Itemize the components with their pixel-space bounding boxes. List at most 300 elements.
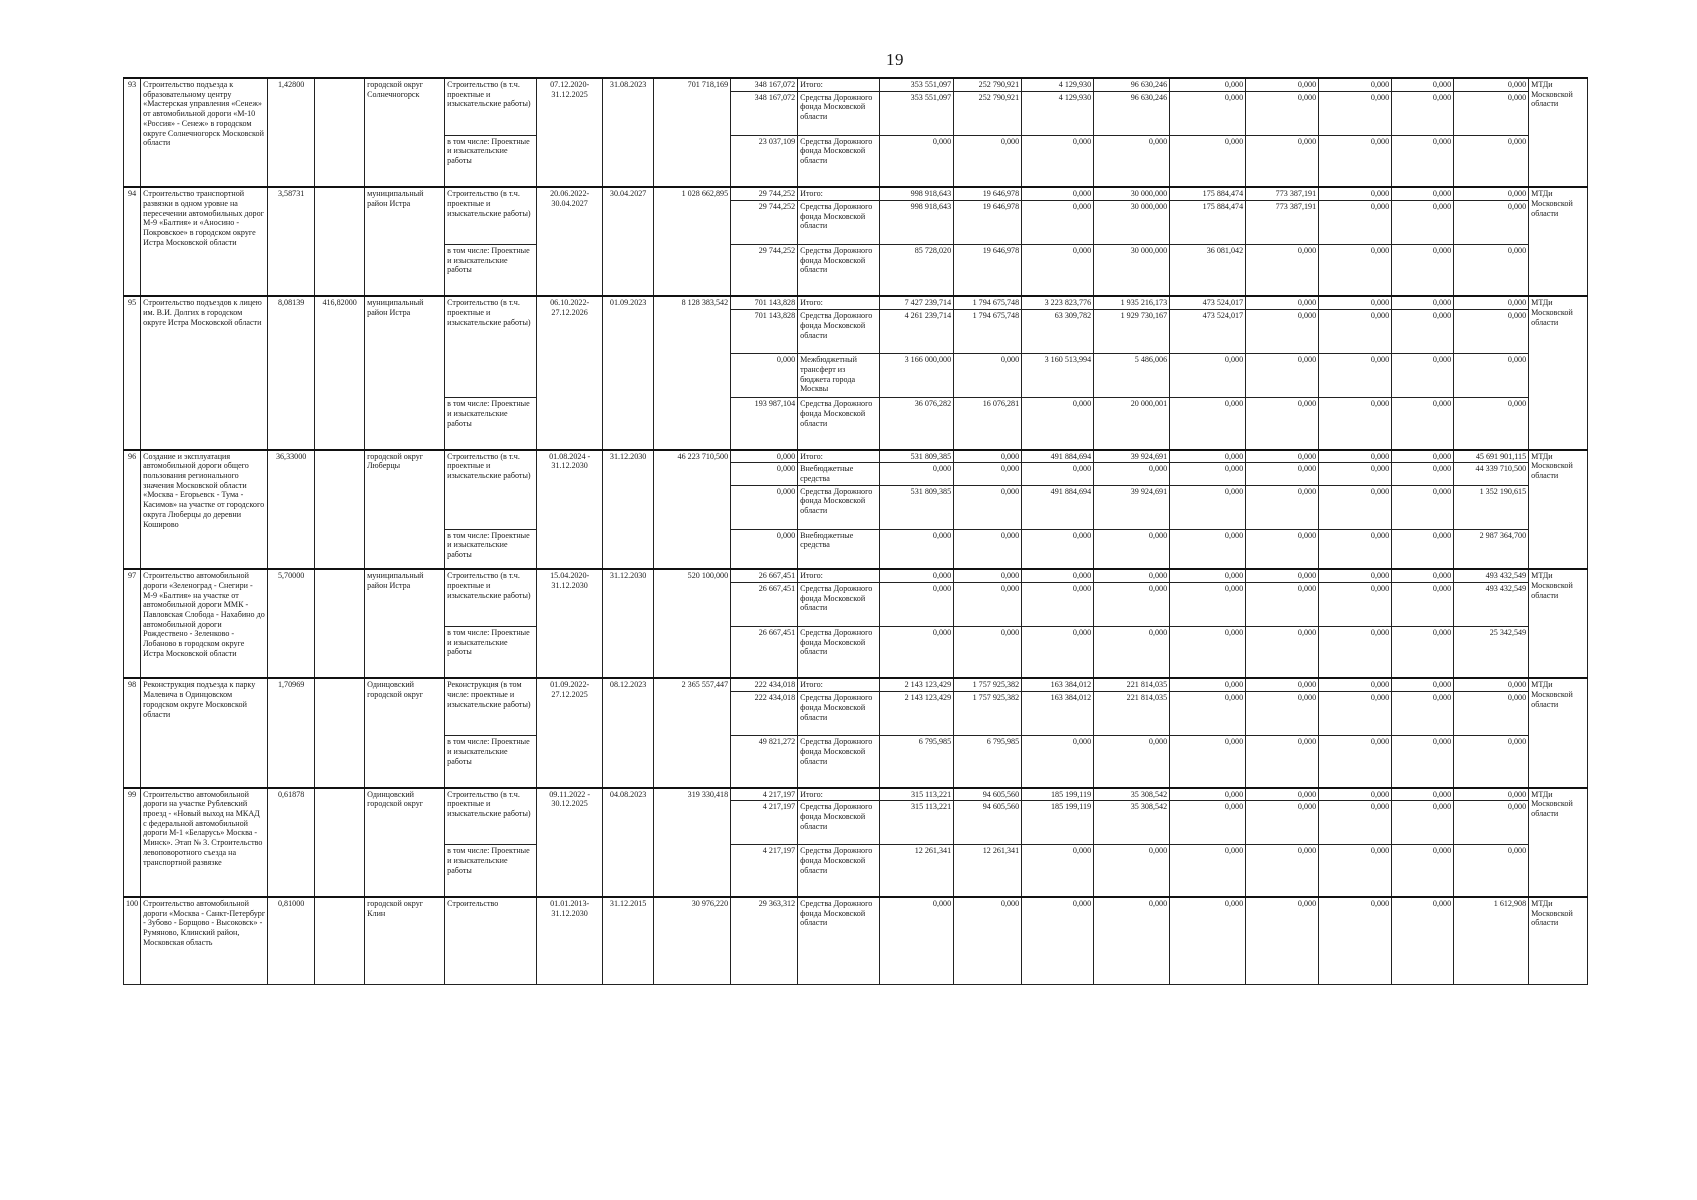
year-amount: 0,000 — [1170, 91, 1246, 135]
year-amount: 0,000 — [1319, 626, 1392, 678]
year-amount: 0,000 — [1392, 310, 1454, 354]
year-amount: 0,000 — [1246, 91, 1319, 135]
work-type-subset: в том числе: Проектные и изыскательские работы — [445, 845, 537, 897]
year-amount: 94 605,560 — [954, 788, 1022, 801]
object-name: Строительство подъезда к образовательному центру «Мастерская управления «Сенеж» от автомобильной дороги «М-10 «Россия» - Сенеж» в городском округе Солнечногорск Московской области — [141, 78, 268, 187]
year-amount: 0,000 — [1454, 200, 1529, 244]
object-name: Строительство подъездов к лицею им. В.И. Долгих в городском округе Истра Московской области — [141, 296, 268, 449]
year-amount: 473 524,017 — [1170, 310, 1246, 354]
row-number: 96 — [124, 450, 141, 570]
year-amount: 5 486,006 — [1094, 354, 1170, 398]
object-name: Реконструкция подъезда к парку Малевича в Одинцовском городском округе Московской области — [141, 678, 268, 787]
length-km: 0,81000 — [268, 897, 315, 985]
row-number: 94 — [124, 187, 141, 296]
year-amount: 0,000 — [1319, 801, 1392, 845]
municipality: муниципальный район Истра — [365, 569, 445, 678]
total-cost: 520 100,000 — [654, 569, 731, 678]
prior-financing: 0,000 — [731, 529, 798, 569]
year-amount: 20 000,001 — [1094, 398, 1170, 450]
prior-financing: 26 667,451 — [731, 626, 798, 678]
year-amount: 0,000 — [1454, 135, 1529, 187]
year-amount: 353 551,097 — [880, 78, 954, 91]
year-amount: 0,000 — [1094, 626, 1170, 678]
year-amount: 0,000 — [1170, 569, 1246, 582]
year-amount: 0,000 — [954, 626, 1022, 678]
year-amount: 0,000 — [1246, 678, 1319, 691]
year-amount: 0,000 — [1246, 78, 1319, 91]
work-type: Строительство (в т.ч. проектные и изыскательские работы) — [445, 296, 537, 397]
year-amount: 0,000 — [1392, 897, 1454, 985]
finish-date: 31.12.2030 — [603, 450, 654, 570]
year-amount: 0,000 — [1392, 801, 1454, 845]
year-amount: 0,000 — [954, 463, 1022, 485]
year-amount: 0,000 — [1246, 135, 1319, 187]
year-amount: 0,000 — [1022, 244, 1094, 296]
work-type: Строительство (в т.ч. проектные и изыскательские работы) — [445, 450, 537, 530]
year-amount: 0,000 — [1392, 296, 1454, 309]
year-amount: 0,000 — [1170, 485, 1246, 529]
funding-source: Итого: — [798, 678, 880, 691]
funding-source: Итого: — [798, 450, 880, 463]
year-amount: 0,000 — [1022, 398, 1094, 450]
year-amount: 16 076,281 — [954, 398, 1022, 450]
year-amount: 0,000 — [1392, 485, 1454, 529]
year-amount: 3 160 513,994 — [1022, 354, 1094, 398]
year-amount: 0,000 — [1454, 296, 1529, 309]
length-km: 0,61878 — [268, 788, 315, 897]
table-row — [124, 897, 1588, 985]
prior-financing: 0,000 — [731, 463, 798, 485]
work-period: 06.10.2022-27.12.2026 — [537, 296, 603, 449]
total-cost: 46 223 710,500 — [654, 450, 731, 570]
funding-source: Средства Дорожного фонда Московской области — [798, 801, 880, 845]
table-row — [124, 450, 1588, 463]
year-amount: 163 384,012 — [1022, 692, 1094, 736]
work-period: 07.12.2020-31.12.2025 — [537, 78, 603, 187]
year-amount: 0,000 — [1392, 626, 1454, 678]
year-amount: 0,000 — [1319, 91, 1392, 135]
year-amount: 4 261 239,714 — [880, 310, 954, 354]
prior-financing: 222 434,018 — [731, 678, 798, 691]
year-amount: 0,000 — [954, 354, 1022, 398]
year-amount: 6 795,985 — [954, 736, 1022, 788]
year-amount: 0,000 — [1392, 135, 1454, 187]
finish-date: 31.12.2030 — [603, 569, 654, 678]
length-km: 8,08139 — [268, 296, 315, 449]
year-amount: 35 308,542 — [1094, 788, 1170, 801]
work-period: 01.08.2024 - 31.12.2030 — [537, 450, 603, 570]
work-type-subset: в том числе: Проектные и изыскательские работы — [445, 626, 537, 678]
funding-source: Итого: — [798, 78, 880, 91]
prior-financing: 193 987,104 — [731, 398, 798, 450]
municipality: Одинцовский городской округ — [365, 788, 445, 897]
year-amount: 19 646,978 — [954, 244, 1022, 296]
year-amount: 0,000 — [1319, 78, 1392, 91]
total-cost: 319 330,418 — [654, 788, 731, 897]
year-amount: 0,000 — [1454, 801, 1529, 845]
year-amount: 0,000 — [1246, 296, 1319, 309]
work-type: Строительство (в т.ч. проектные и изыскательские работы) — [445, 78, 537, 135]
year-amount: 221 814,035 — [1094, 678, 1170, 691]
year-amount: 0,000 — [1094, 569, 1170, 582]
finish-date: 01.09.2023 — [603, 296, 654, 449]
year-amount: 998 918,643 — [880, 200, 954, 244]
year-amount: 0,000 — [1094, 845, 1170, 897]
year-amount: 0,000 — [880, 569, 954, 582]
year-amount: 0,000 — [1246, 582, 1319, 626]
year-amount: 30 000,000 — [1094, 187, 1170, 200]
responsible-org: МТДи Московской области — [1529, 296, 1588, 449]
year-amount: 491 884,694 — [1022, 450, 1094, 463]
year-amount: 0,000 — [1454, 78, 1529, 91]
prior-financing: 0,000 — [731, 450, 798, 463]
year-amount: 0,000 — [1319, 678, 1392, 691]
year-amount: 0,000 — [1246, 244, 1319, 296]
year-amount: 1 757 925,382 — [954, 678, 1022, 691]
year-amount: 0,000 — [1022, 200, 1094, 244]
prior-financing: 4 217,197 — [731, 845, 798, 897]
table-row — [124, 296, 1588, 309]
year-amount: 96 630,246 — [1094, 78, 1170, 91]
responsible-org: МТДи Московской области — [1529, 450, 1588, 570]
funding-source: Итого: — [798, 788, 880, 801]
year-amount: 7 427 239,714 — [880, 296, 954, 309]
year-amount: 0,000 — [1246, 692, 1319, 736]
work-type-subset: в том числе: Проектные и изыскательские работы — [445, 398, 537, 450]
year-amount: 0,000 — [1392, 736, 1454, 788]
extra-value — [315, 569, 365, 678]
prior-financing: 29 744,252 — [731, 187, 798, 200]
year-amount: 185 199,119 — [1022, 788, 1094, 801]
year-amount: 30 000,000 — [1094, 200, 1170, 244]
work-period: 09.11.2022 - 30.12.2025 — [537, 788, 603, 897]
table-row — [124, 569, 1588, 582]
year-amount: 0,000 — [1392, 91, 1454, 135]
year-amount: 0,000 — [1392, 845, 1454, 897]
year-amount: 19 646,978 — [954, 200, 1022, 244]
year-amount: 0,000 — [1094, 463, 1170, 485]
year-amount: 0,000 — [954, 582, 1022, 626]
year-amount: 0,000 — [1454, 692, 1529, 736]
year-amount: 0,000 — [1454, 187, 1529, 200]
year-amount: 0,000 — [1246, 845, 1319, 897]
responsible-org: МТДи Московской области — [1529, 897, 1588, 985]
year-amount: 1 794 675,748 — [954, 310, 1022, 354]
year-amount: 1 794 675,748 — [954, 296, 1022, 309]
municipality: городской округ Клин — [365, 897, 445, 985]
year-amount: 0,000 — [1392, 582, 1454, 626]
year-amount: 0,000 — [880, 135, 954, 187]
year-amount: 0,000 — [1170, 845, 1246, 897]
finish-date: 30.04.2027 — [603, 187, 654, 296]
table-row — [124, 187, 1588, 200]
finish-date: 04.08.2023 — [603, 788, 654, 897]
length-km: 5,70000 — [268, 569, 315, 678]
year-amount: 36 076,282 — [880, 398, 954, 450]
year-amount: 4 129,930 — [1022, 91, 1094, 135]
year-amount: 0,000 — [1454, 91, 1529, 135]
year-amount: 0,000 — [1392, 354, 1454, 398]
prior-financing: 23 037,109 — [731, 135, 798, 187]
prior-financing: 26 667,451 — [731, 569, 798, 582]
year-amount: 12 261,341 — [954, 845, 1022, 897]
year-amount: 0,000 — [1392, 692, 1454, 736]
funding-source: Средства Дорожного фонда Московской области — [798, 244, 880, 296]
year-amount: 0,000 — [1246, 897, 1319, 985]
year-amount: 0,000 — [1094, 135, 1170, 187]
year-amount: 0,000 — [1392, 78, 1454, 91]
year-amount: 0,000 — [1170, 582, 1246, 626]
prior-financing: 49 821,272 — [731, 736, 798, 788]
extra-value — [315, 678, 365, 787]
work-period: 20.06.2022-30.04.2027 — [537, 187, 603, 296]
table-row — [124, 78, 1588, 91]
prior-financing: 29 744,252 — [731, 244, 798, 296]
prior-financing: 29 744,252 — [731, 200, 798, 244]
year-amount: 0,000 — [1454, 398, 1529, 450]
row-number: 98 — [124, 678, 141, 787]
municipality: городской округ Люберцы — [365, 450, 445, 570]
work-period: 01.09.2022-27.12.2025 — [537, 678, 603, 787]
year-amount: 0,000 — [1246, 354, 1319, 398]
year-amount: 185 199,119 — [1022, 801, 1094, 845]
funding-source: Средства Дорожного фонда Московской области — [798, 736, 880, 788]
municipality: муниципальный район Истра — [365, 296, 445, 449]
year-amount: 1 929 730,167 — [1094, 310, 1170, 354]
year-amount: 0,000 — [1319, 463, 1392, 485]
year-amount: 0,000 — [1319, 845, 1392, 897]
projects-table — [123, 77, 1588, 985]
work-type-subset: в том числе: Проектные и изыскательские работы — [445, 736, 537, 788]
year-amount: 0,000 — [1170, 736, 1246, 788]
row-number: 99 — [124, 788, 141, 897]
year-amount: 0,000 — [1022, 569, 1094, 582]
year-amount: 0,000 — [1170, 450, 1246, 463]
total-cost: 701 718,169 — [654, 78, 731, 187]
year-amount: 493 432,549 — [1454, 582, 1529, 626]
funding-source: Средства Дорожного фонда Московской области — [798, 91, 880, 135]
year-amount: 1 935 216,173 — [1094, 296, 1170, 309]
year-amount: 0,000 — [1392, 678, 1454, 691]
finish-date: 08.12.2023 — [603, 678, 654, 787]
year-amount: 30 000,000 — [1094, 244, 1170, 296]
year-amount: 0,000 — [1022, 897, 1094, 985]
year-amount: 0,000 — [954, 569, 1022, 582]
year-amount: 531 809,385 — [880, 485, 954, 529]
total-cost: 2 365 557,447 — [654, 678, 731, 787]
object-name: Строительство транспортной развязки в одном уровне на пересечении автомобильных дорог М-9 «Балтия» и «Аносино - Покровское» в городском округе Истра Московской области — [141, 187, 268, 296]
length-km: 1,70969 — [268, 678, 315, 787]
year-amount: 0,000 — [1319, 450, 1392, 463]
table-row — [124, 788, 1588, 801]
funding-source: Средства Дорожного фонда Московской области — [798, 398, 880, 450]
year-amount: 0,000 — [1022, 626, 1094, 678]
year-amount: 19 646,978 — [954, 187, 1022, 200]
prior-financing: 348 167,072 — [731, 91, 798, 135]
year-amount: 0,000 — [1454, 788, 1529, 801]
finish-date: 31.12.2015 — [603, 897, 654, 985]
year-amount: 0,000 — [1319, 187, 1392, 200]
year-amount: 493 432,549 — [1454, 569, 1529, 582]
year-amount: 0,000 — [1170, 788, 1246, 801]
year-amount: 63 309,782 — [1022, 310, 1094, 354]
extra-value — [315, 78, 365, 187]
year-amount: 0,000 — [1319, 569, 1392, 582]
year-amount: 0,000 — [1246, 485, 1319, 529]
year-amount: 773 387,191 — [1246, 200, 1319, 244]
year-amount: 315 113,221 — [880, 801, 954, 845]
year-amount: 221 814,035 — [1094, 692, 1170, 736]
year-amount: 6 795,985 — [880, 736, 954, 788]
year-amount: 0,000 — [1392, 788, 1454, 801]
year-amount: 1 757 925,382 — [954, 692, 1022, 736]
year-amount: 0,000 — [1246, 450, 1319, 463]
municipality: городской округ Солнечногорск — [365, 78, 445, 187]
year-amount: 473 524,017 — [1170, 296, 1246, 309]
year-amount: 0,000 — [1319, 788, 1392, 801]
total-cost: 8 128 383,542 — [654, 296, 731, 449]
length-km: 36,33000 — [268, 450, 315, 570]
year-amount: 0,000 — [1170, 463, 1246, 485]
year-amount: 0,000 — [880, 463, 954, 485]
extra-value — [315, 187, 365, 296]
year-amount: 0,000 — [1170, 897, 1246, 985]
length-km: 1,42800 — [268, 78, 315, 187]
row-number: 95 — [124, 296, 141, 449]
year-amount: 1 352 190,615 — [1454, 485, 1529, 529]
funding-source: Средства Дорожного фонда Московской области — [798, 897, 880, 985]
year-amount: 491 884,694 — [1022, 485, 1094, 529]
year-amount: 0,000 — [1022, 135, 1094, 187]
year-amount: 0,000 — [1319, 296, 1392, 309]
funding-source: Внебюджетные средства — [798, 529, 880, 569]
year-amount: 2 143 123,429 — [880, 692, 954, 736]
year-amount: 85 728,020 — [880, 244, 954, 296]
total-cost: 1 028 662,895 — [654, 187, 731, 296]
prior-financing: 4 217,197 — [731, 801, 798, 845]
year-amount: 0,000 — [1454, 354, 1529, 398]
year-amount: 353 551,097 — [880, 91, 954, 135]
responsible-org: МТДи Московской области — [1529, 187, 1588, 296]
year-amount: 1 612,908 — [1454, 897, 1529, 985]
year-amount: 0,000 — [1454, 244, 1529, 296]
year-amount: 0,000 — [1170, 78, 1246, 91]
year-amount: 0,000 — [1022, 845, 1094, 897]
prior-financing: 348 167,072 — [731, 78, 798, 91]
prior-financing: 0,000 — [731, 485, 798, 529]
work-type-subset: в том числе: Проектные и изыскательские работы — [445, 244, 537, 296]
year-amount: 0,000 — [1392, 398, 1454, 450]
year-amount: 25 342,549 — [1454, 626, 1529, 678]
funding-source: Средства Дорожного фонда Московской области — [798, 845, 880, 897]
length-km: 3,58731 — [268, 187, 315, 296]
year-amount: 0,000 — [1246, 398, 1319, 450]
year-amount: 0,000 — [1170, 678, 1246, 691]
year-amount: 0,000 — [1022, 529, 1094, 569]
year-amount: 0,000 — [1170, 354, 1246, 398]
responsible-org: МТДи Московской области — [1529, 788, 1588, 897]
work-type: Строительство (в т.ч. проектные и изыскательские работы) — [445, 187, 537, 244]
funding-source: Средства Дорожного фонда Московской области — [798, 485, 880, 529]
year-amount: 0,000 — [954, 897, 1022, 985]
year-amount: 0,000 — [1246, 310, 1319, 354]
year-amount: 0,000 — [1094, 736, 1170, 788]
year-amount: 0,000 — [1022, 582, 1094, 626]
year-amount: 36 081,042 — [1170, 244, 1246, 296]
year-amount: 0,000 — [1319, 135, 1392, 187]
year-amount: 0,000 — [1319, 736, 1392, 788]
year-amount: 0,000 — [1170, 626, 1246, 678]
year-amount: 0,000 — [880, 897, 954, 985]
total-cost: 30 976,220 — [654, 897, 731, 985]
year-amount: 0,000 — [1170, 135, 1246, 187]
year-amount: 45 691 901,115 — [1454, 450, 1529, 463]
responsible-org: МТДи Московской области — [1529, 78, 1588, 187]
year-amount: 252 790,921 — [954, 78, 1022, 91]
funding-source: Средства Дорожного фонда Московской области — [798, 200, 880, 244]
year-amount: 0,000 — [1246, 626, 1319, 678]
year-amount: 0,000 — [1246, 569, 1319, 582]
prior-financing: 4 217,197 — [731, 788, 798, 801]
year-amount: 0,000 — [1094, 897, 1170, 985]
work-type: Строительство (в т.ч. проектные и изыскательские работы) — [445, 569, 537, 626]
extra-value — [315, 897, 365, 985]
year-amount: 0,000 — [1319, 310, 1392, 354]
funding-source: Итого: — [798, 187, 880, 200]
extra-value: 416,82000 — [315, 296, 365, 449]
year-amount: 175 884,474 — [1170, 187, 1246, 200]
year-amount: 0,000 — [1392, 187, 1454, 200]
year-amount: 0,000 — [1319, 354, 1392, 398]
year-amount: 0,000 — [1454, 736, 1529, 788]
year-amount: 0,000 — [1170, 801, 1246, 845]
year-amount: 0,000 — [1392, 244, 1454, 296]
extra-value — [315, 450, 365, 570]
work-period: 01.01.2013-31.12.2030 — [537, 897, 603, 985]
funding-source: Межбюджетный трансферт из бюджета города Москвы — [798, 354, 880, 398]
year-amount: 39 924,691 — [1094, 485, 1170, 529]
year-amount: 0,000 — [1246, 736, 1319, 788]
prior-financing: 701 143,828 — [731, 296, 798, 309]
responsible-org: МТДи Московской области — [1529, 569, 1588, 678]
year-amount: 0,000 — [1094, 582, 1170, 626]
year-amount: 0,000 — [1319, 485, 1392, 529]
year-amount: 0,000 — [880, 582, 954, 626]
year-amount: 0,000 — [954, 485, 1022, 529]
row-number: 97 — [124, 569, 141, 678]
year-amount: 2 987 364,700 — [1454, 529, 1529, 569]
year-amount: 0,000 — [1170, 529, 1246, 569]
year-amount: 0,000 — [1319, 897, 1392, 985]
funding-source: Итого: — [798, 296, 880, 309]
year-amount: 39 924,691 — [1094, 450, 1170, 463]
work-type: Реконструкция (в том числе: проектные и изыскательские работы) — [445, 678, 537, 735]
year-amount: 0,000 — [1022, 187, 1094, 200]
year-amount: 0,000 — [1392, 450, 1454, 463]
prior-financing: 29 363,312 — [731, 897, 798, 985]
responsible-org: МТДи Московской области — [1529, 678, 1588, 787]
year-amount: 44 339 710,500 — [1454, 463, 1529, 485]
year-amount: 0,000 — [1319, 582, 1392, 626]
funding-source: Средства Дорожного фонда Московской области — [798, 310, 880, 354]
year-amount: 0,000 — [1319, 244, 1392, 296]
year-amount: 0,000 — [1022, 463, 1094, 485]
year-amount: 0,000 — [1454, 678, 1529, 691]
funding-source: Средства Дорожного фонда Московской области — [798, 135, 880, 187]
table-row — [124, 678, 1588, 691]
year-amount: 0,000 — [880, 529, 954, 569]
year-amount: 0,000 — [1246, 801, 1319, 845]
